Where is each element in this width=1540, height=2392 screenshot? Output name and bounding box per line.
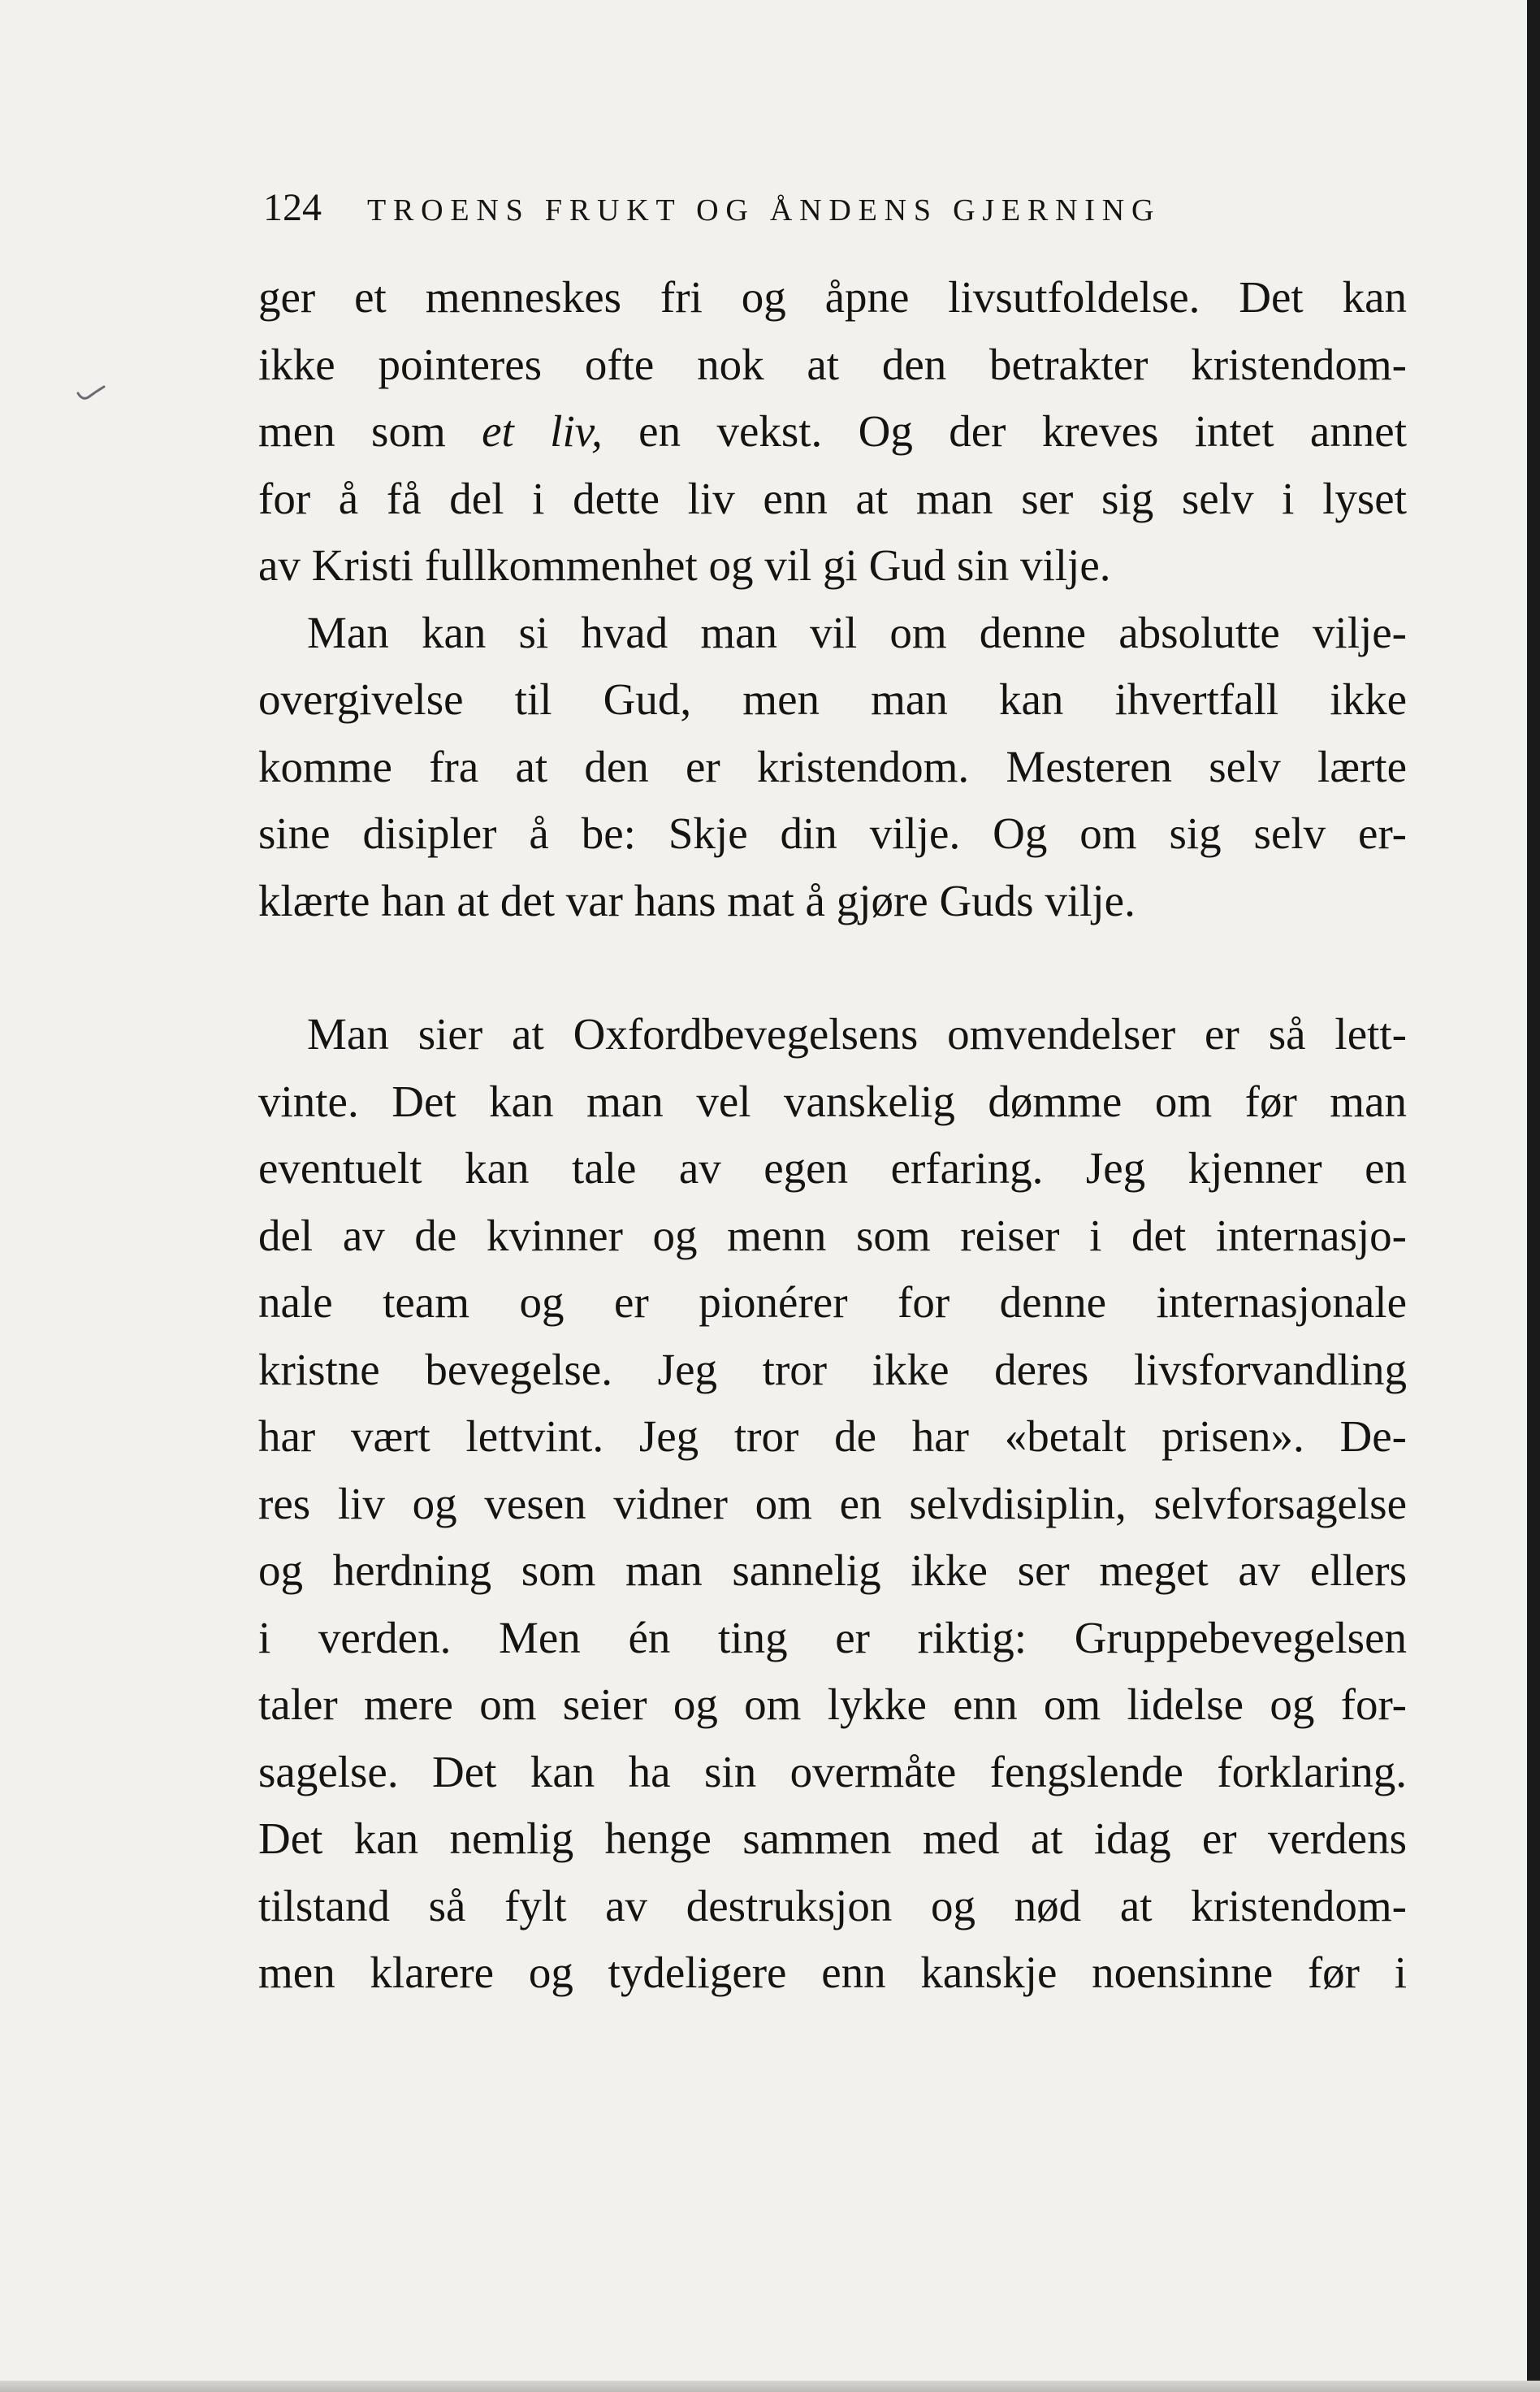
- text-line: del av de kvinner og menn som reiser i det internasjo-: [258, 1210, 1407, 1260]
- text-line: komme fra at den er kristendom. Mesteren selv lærte: [258, 741, 1407, 791]
- text-line: res liv og vesen vidner om en selvdisiplin, selvforsagelse: [258, 1478, 1407, 1528]
- scan-edge-right: [1527, 0, 1540, 2392]
- paragraph-3: [258, 1001, 1407, 2007]
- text-line: overgivelse til Gud, men man kan ihvertfall ikke: [258, 674, 1407, 724]
- text-line: eventuelt kan tale av egen erfaring. Jeg kjenner en: [258, 1143, 1407, 1193]
- paragraph-1: [258, 264, 1407, 600]
- text-line: i verden. Men én ting er riktig: Gruppebevegelsen: [258, 1612, 1407, 1662]
- text-line: ger et menneskes fri og åpne livsutfoldelse. Det kan: [258, 272, 1407, 322]
- text-line: nale team og er pionérer for denne internasjonale: [258, 1277, 1407, 1327]
- emphasis-text: et liv,: [482, 406, 603, 456]
- text-line: tilstand så fylt av destruksjon og nød at kristendom-: [258, 1880, 1407, 1930]
- text-span: en vekst. Og der kreves intet annet: [602, 406, 1407, 456]
- text-line: og herdning som man sannelig ikke ser meget av ellers: [258, 1545, 1407, 1595]
- text-line: men klarere og tydeligere enn kanskje noensinne før i: [258, 1948, 1407, 1997]
- text-line: for å få del i dette liv enn at man ser sig selv i lyset: [258, 473, 1407, 523]
- text-line: [258, 398, 1407, 466]
- text-line: Man kan si hvad man vil om denne absolutte vilje-: [307, 607, 1407, 657]
- text-line: Det kan nemlig henge sammen med at idag er verdens: [258, 1814, 1407, 1863]
- text-line: vinte. Det kan man vel vanskelig dømme om før man: [258, 1076, 1407, 1126]
- text-line: har vært lettvint. Jeg tror de har «betalt prisen». De-: [258, 1411, 1407, 1461]
- text-line: kristne bevegelse. Jeg tror ikke deres livsforvandling: [258, 1344, 1407, 1394]
- text-line: sagelse. Det kan ha sin overmåte fengslende forklaring.: [258, 1746, 1407, 1796]
- body-text: [258, 264, 1407, 2007]
- scan-edge-bottom: [0, 2381, 1540, 2392]
- text-line: av Kristi fullkommenhet og vil gi Gud sin vilje.: [258, 540, 1111, 590]
- page-number: 124: [263, 186, 322, 229]
- text-line: klærte han at det var hans mat å gjøre Guds vilje.: [258, 875, 1136, 925]
- text-line: ikke pointeres ofte nok at den betrakter kristendom-: [258, 339, 1407, 389]
- running-head: [263, 184, 1400, 235]
- text-span: men som: [258, 406, 482, 456]
- running-title: TROENS FRUKT OG ÅNDENS GJERNING: [367, 193, 1161, 228]
- paragraph-2: [258, 600, 1407, 935]
- text-line: sine disipler å be: Skje din vilje. Og om sig selv er-: [258, 808, 1407, 858]
- pencil-mark-icon: [75, 382, 107, 403]
- text-line: taler mere om seier og om lykke enn om lidelse og for-: [258, 1679, 1407, 1729]
- text-line: Man sier at Oxfordbevegelsens omvendelser er så lett-: [307, 1009, 1407, 1059]
